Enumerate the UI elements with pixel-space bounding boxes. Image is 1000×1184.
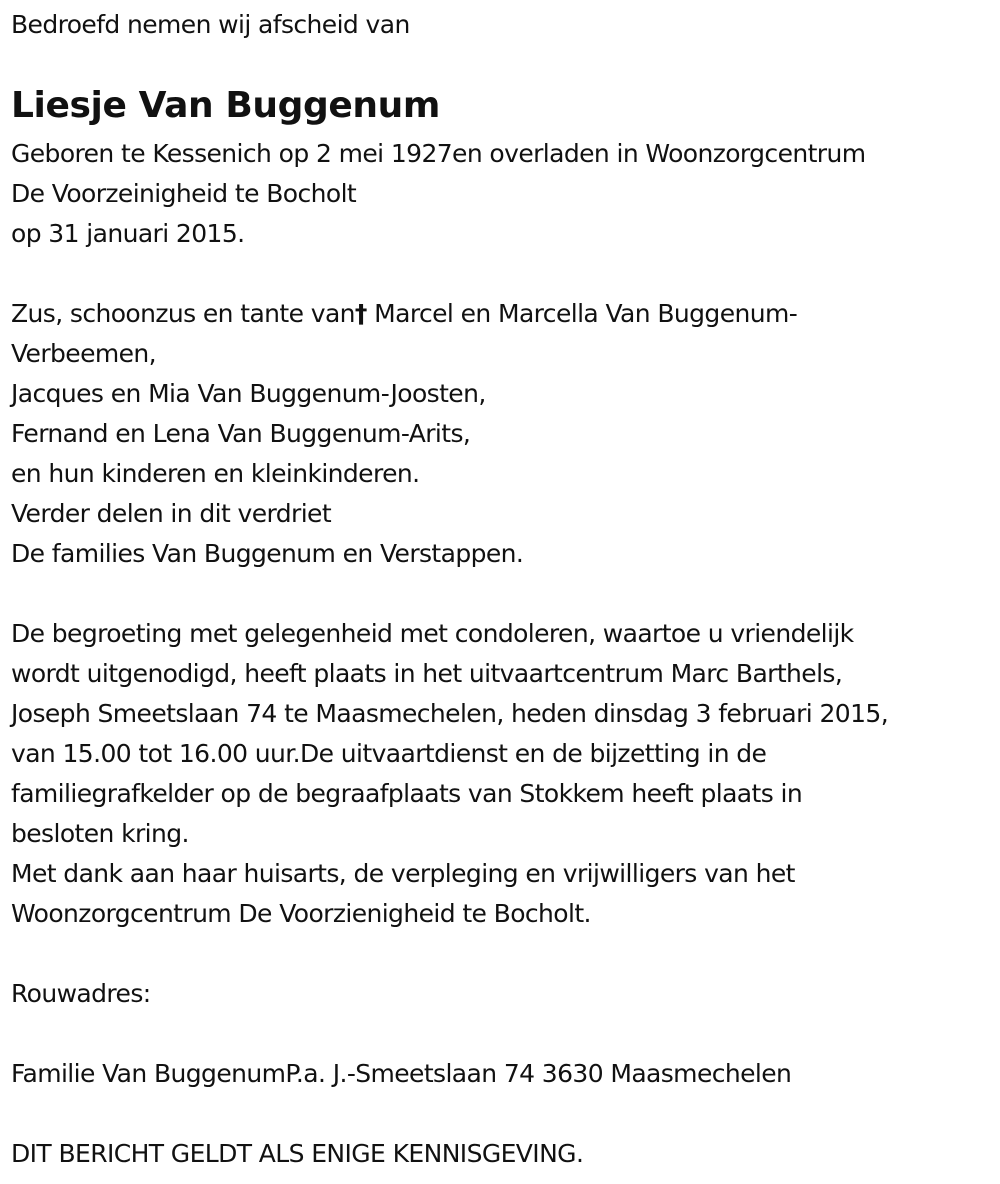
family-line-7: De families Van Buggenum en Verstappen. — [11, 539, 524, 568]
family-line-1-prefix: Zus, schoonzus en tante van — [11, 299, 355, 328]
family-line-4: Fernand en Lena Van Buggenum-Arits, — [11, 419, 471, 448]
closing-notice: DIT BERICHT GELDT ALS ENIGE KENNISGEVING. — [11, 1139, 584, 1168]
thanks-line-2: Woonzorgcentrum De Voorzienigheid te Bocholt. — [11, 899, 591, 928]
birth-death-line-1: Geboren te Kessenich op 2 mei 1927en overladen in Woonzorgcentrum — [11, 139, 866, 168]
family-line-2: Verbeemen, — [11, 339, 156, 368]
ceremony-line-1: De begroeting met gelegenheid met condoleren, waartoe u vriendelijk — [11, 619, 854, 648]
family-line-5: en hun kinderen en kleinkinderen. — [11, 459, 420, 488]
family-line-3: Jacques en Mia Van Buggenum-Joosten, — [11, 379, 486, 408]
birth-death-line-3: op 31 januari 2015. — [11, 219, 245, 248]
cross-icon: † — [354, 299, 367, 328]
address-label: Rouwadres: — [11, 979, 151, 1008]
ceremony-line-2: wordt uitgenodigd, heeft plaats in het uitvaartcentrum Marc Barthels, — [11, 659, 843, 688]
ceremony-line-6: besloten kring. — [11, 819, 189, 848]
family-line-1-suffix: Marcel en Marcella Van Buggenum- — [366, 299, 798, 328]
intro-text: Bedroefd nemen wij afscheid van — [11, 10, 410, 39]
family-line-1 — [11, 299, 797, 329]
mourning-address: Familie Van BuggenumP.a. J.-Smeetslaan 74 3630 Maasmechelen — [11, 1059, 792, 1088]
thanks-line-1: Met dank aan haar huisarts, de verpleging en vrijwilligers van het — [11, 859, 795, 888]
ceremony-line-5: familiegrafkelder op de begraafplaats van Stokkem heeft plaats in — [11, 779, 803, 808]
ceremony-line-4: van 15.00 tot 16.00 uur.De uitvaartdienst en de bijzetting in de — [11, 739, 767, 768]
deceased-name: Liesje Van Buggenum — [11, 85, 440, 126]
ceremony-line-3: Joseph Smeetslaan 74 te Maasmechelen, heden dinsdag 3 februari 2015, — [11, 699, 889, 728]
birth-death-line-2: De Voorzeinigheid te Bocholt — [11, 179, 357, 208]
family-line-6: Verder delen in dit verdriet — [11, 499, 332, 528]
